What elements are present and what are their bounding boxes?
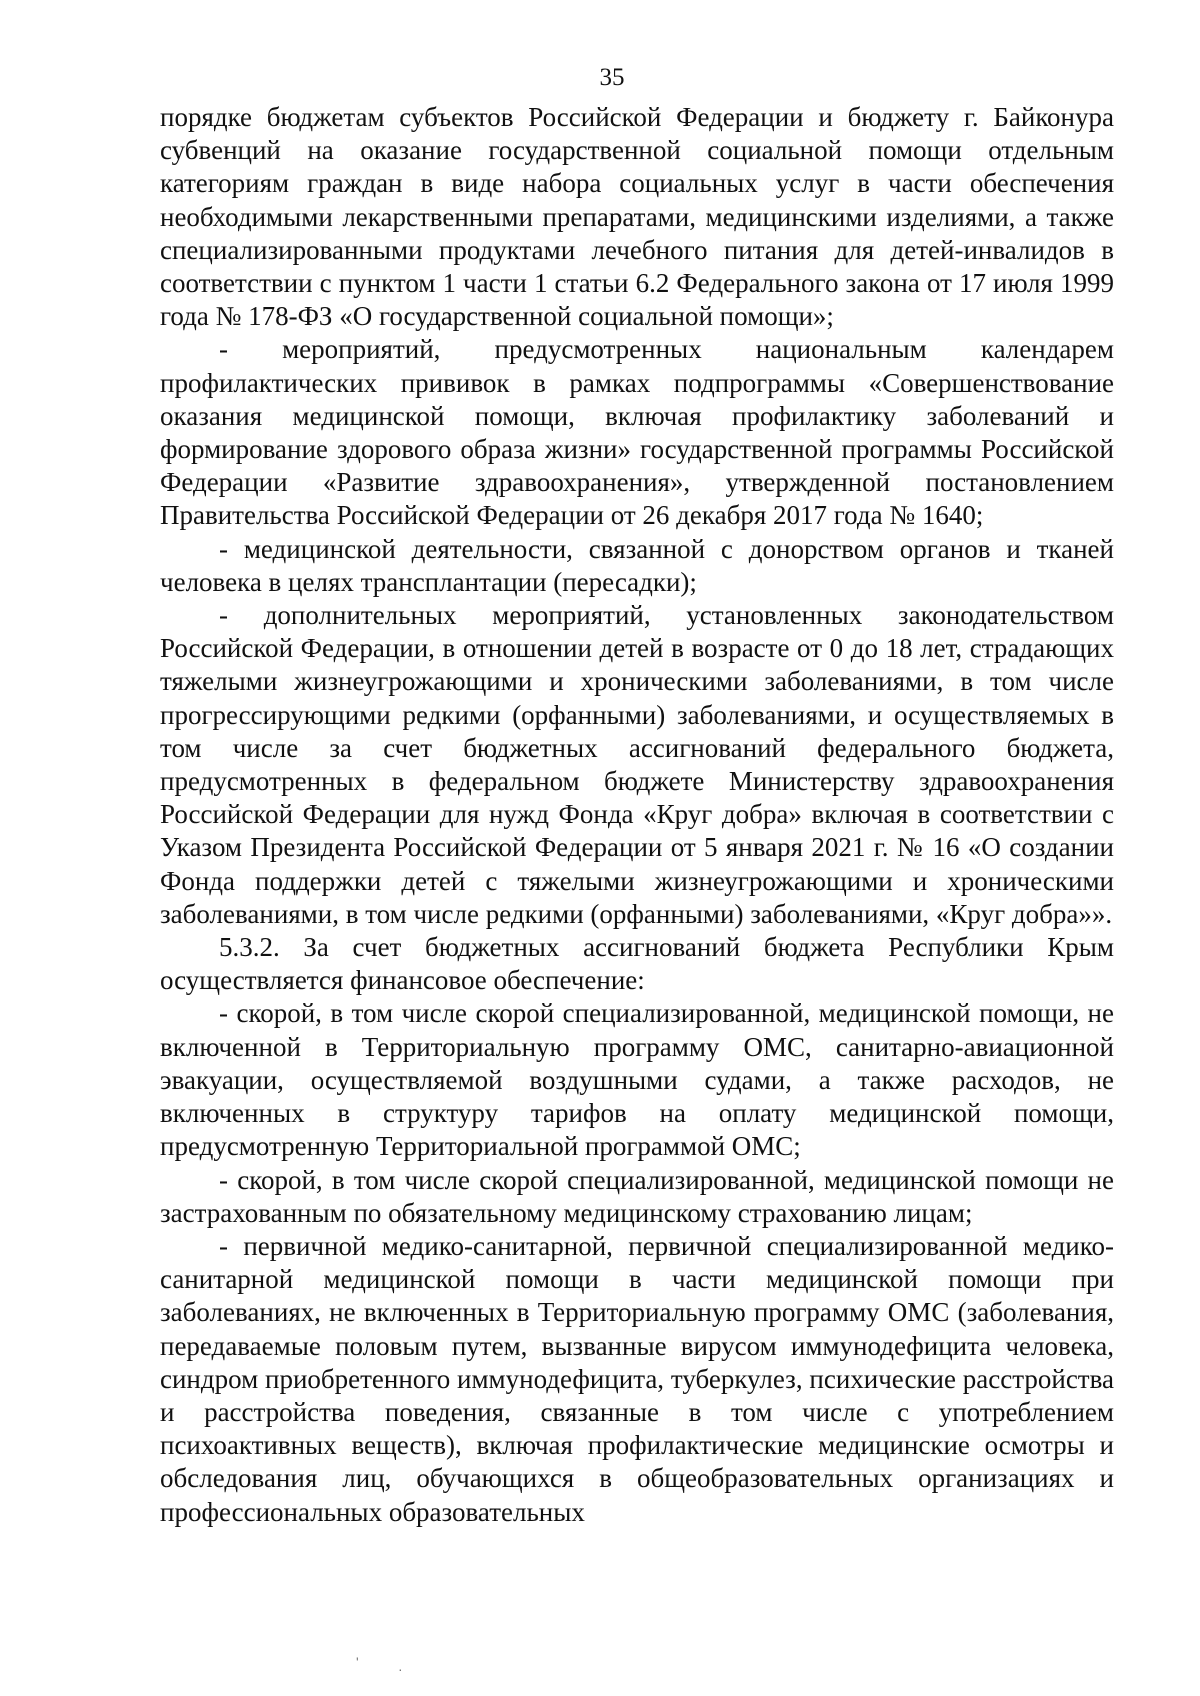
paragraph-subventions-continuation: порядке бюджетам субъектов Российской Федерации и бюджету г. Байконура субвенций на оказание государственной социальной помощи отдельным категориям граждан в виде набора социальных услуг в части обеспечения необходимыми лекарственными препаратами, медицинскими изделиями, а также специализированными продуктами лечебного питания для детей-инвалидов в соответствии с пунктом 1 части 1 статьи 6.2 Федерального закона от 17 июля 1999 года № 178-ФЗ «О государственной социальной помощи»; (160, 102, 1114, 332)
scan-mark: ' (356, 1654, 359, 1670)
paragraph-organ-donation: - медицинской деятельности, связанной с донорством органов и тканей человека в целях трансплантации (пересадки); (160, 533, 1114, 597)
paragraph-primary-care: - первичной медико-санитарной, первичной специализированной медико-санитарной медицинской помощи в части медицинской помощи при заболеваниях, не включенных в Территориальную программу ОМС (заболевания, передаваемые половым путем, вызванные вирусом иммунодефицита человека, синдром приобретенного иммунодефицита, туберкулез, психические расстройства и расстройства поведения, связанные в том числе с употреблением психоактивных веществ), включая профилактические медицинские осмотры и обследования лиц, обучающихся в общеобразовательных организациях и профессиональных образовательных (160, 1230, 1114, 1527)
body-text (160, 101, 1114, 1529)
paragraph-emergency-uninsured: - скорой, в том числе скорой специализированной, медицинской помощи не застрахованным по обязательному медицинскому страхованию лицам; (160, 1164, 1114, 1228)
paragraph-krug-dobra: - дополнительных мероприятий, установленных законодательством Российской Федерации, в отношении детей в возрасте от 0 до 18 лет, страдающих тяжелыми жизнеугрожающими и хроническими заболеваниями, в том числе прогрессирующими редкими (орфанными) заболеваниями, и осуществляемых в том числе за счет бюджетных ассигнований федерального бюджета, предусмотренных в федеральном бюджете Министерству здравоохранения Российской Федерации для нужд Фонда «Круг добра» включая в соответствии с Указом Президента Российской Федерации от 5 января 2021 г. № 16 «О создании Фонда поддержки детей с тяжелыми жизнеугрожающими и хроническими заболеваниями, в том числе редкими (орфанными) заболеваниями, «Круг добра»». (160, 600, 1114, 929)
scan-mark: · (398, 1661, 403, 1677)
paragraph-section-5-3-2: 5.3.2. За счет бюджетных ассигнований бюджета Республики Крым осуществляется финансовое обеспечение: (160, 932, 1114, 996)
page-number: 35 (599, 64, 625, 91)
paragraph-emergency-care: - скорой, в том числе скорой специализированной, медицинской помощи, не включенной в Территориальную программу ОМС, санитарно-авиационной эвакуации, осуществляемой воздушными судами, а также расходов, не включенных в структуру тарифов на оплату медицинской помощи, предусмотренную Территориальной программой ОМС; (160, 998, 1114, 1162)
paragraph-vaccination-calendar: - мероприятий, предусмотренных национальным календарем профилактических прививок в рамках подпрограммы «Совершенствование оказания медицинской помощи, включая профилактику заболеваний и формирование здорового образа жизни» государственной программы Российской Федерации «Развитие здравоохранения», утвержденной постановлением Правительства Российской Федерации от 26 декабря 2017 года № 1640; (160, 334, 1114, 531)
